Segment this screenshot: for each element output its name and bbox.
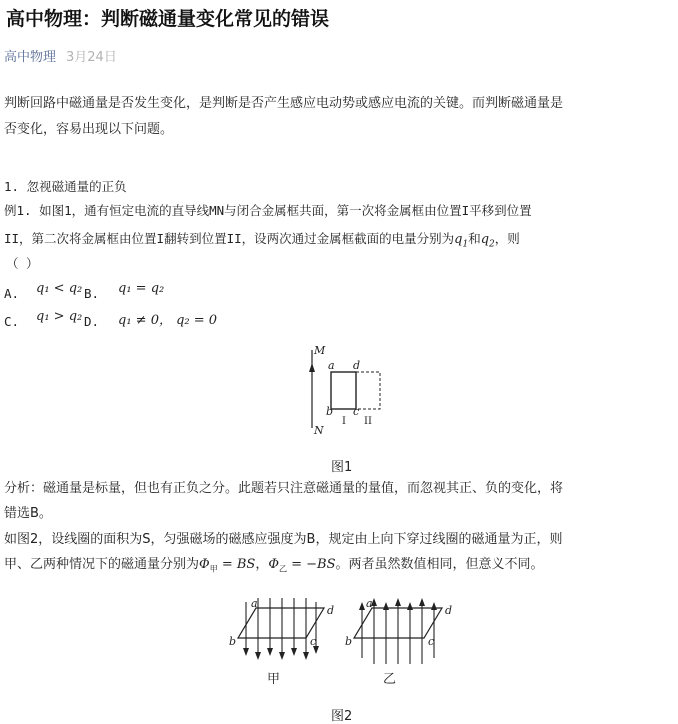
q1-symbol: $q_1$ bbox=[454, 232, 469, 250]
analysis-line-3: 如图2，设线圈的面积为S，匀强磁场的磁感应强度为B，规定由上向下穿过线圈的磁通量为正，则 bbox=[4, 532, 563, 547]
label-pos-2: II bbox=[364, 416, 372, 427]
article-meta bbox=[4, 46, 117, 65]
figure-2-jia-label: 甲 bbox=[267, 672, 281, 687]
figure-2-caption: 图2 bbox=[331, 709, 353, 724]
coil-jia bbox=[238, 608, 324, 638]
yi-label-c: c bbox=[428, 635, 435, 648]
option-d-label: D. bbox=[84, 314, 100, 329]
figure-1-diagram bbox=[300, 340, 390, 440]
jia-label-c: c bbox=[310, 635, 317, 648]
example-line-1: 例1. 如图1，通有恒定电流的直导线MN与闭合金属框共面，第一次将金属框由位置I平移到位置 bbox=[4, 203, 532, 218]
author-link[interactable]: 高中物理 bbox=[4, 50, 57, 65]
jia-label-b: b bbox=[229, 635, 237, 648]
analysis-line-4-suffix: 。两者虽然数值相同，但意义不同。 bbox=[335, 557, 544, 572]
publish-date: 3月24日 bbox=[66, 50, 117, 65]
article-title: 高中物理：判断磁通量变化常见的错误 bbox=[6, 8, 330, 30]
label-m: M bbox=[314, 344, 326, 357]
example-line-2 bbox=[4, 229, 520, 250]
q2-symbol: $q_2$ bbox=[480, 232, 495, 250]
example-line-2-prefix: II，第二次将金属框由位置I翻转到位置II，设两次通过金属框截面的电量分别为 bbox=[4, 231, 455, 246]
and-word: 和 bbox=[468, 231, 481, 246]
analysis-line-4-prefix: 甲、乙两种情况下的磁通量分别为 bbox=[4, 557, 200, 572]
answer-blank: （ ） bbox=[6, 256, 39, 271]
phi-yi-formula: $\Phi_乙 = -BS$ bbox=[268, 557, 336, 574]
yi-label-d: d bbox=[445, 604, 453, 617]
label-c: c bbox=[353, 405, 360, 418]
yi-label-b: b bbox=[345, 635, 353, 648]
option-b-math: q₁ = q₂ bbox=[118, 281, 165, 296]
option-c-label: C. bbox=[4, 314, 20, 329]
label-pos-1: I bbox=[342, 416, 346, 427]
option-d-math: q₁ ≠ 0， q₂ = 0 bbox=[118, 313, 218, 328]
jia-label-a: a bbox=[251, 597, 258, 610]
figure-1-caption: 图1 bbox=[331, 460, 353, 475]
jia-label-d: d bbox=[327, 604, 335, 617]
option-a-math: q₁ < q₂ bbox=[36, 281, 83, 296]
label-b: b bbox=[326, 405, 334, 418]
option-c-math: q₁ > q₂ bbox=[36, 309, 83, 324]
intro-line-2: 否变化，容易出现以下问题。 bbox=[4, 122, 174, 137]
formula-comma: ， bbox=[255, 557, 269, 572]
frame-position-1 bbox=[331, 372, 356, 409]
phi-jia-formula: $\Phi_甲$ = BS bbox=[199, 557, 256, 574]
current-arrow-icon bbox=[309, 363, 315, 372]
label-a: a bbox=[328, 359, 335, 372]
label-n: N bbox=[314, 424, 324, 437]
figure-2-diagram bbox=[226, 588, 472, 688]
frame-position-2 bbox=[356, 372, 380, 409]
figure-2-yi-label: 乙 bbox=[383, 672, 397, 687]
option-a-label: A. bbox=[4, 286, 20, 301]
option-b-label: B. bbox=[84, 286, 100, 301]
intro-line-1: 判断回路中磁通量是否发生变化，是判断是否产生感应电动势或感应电流的关键。而判断磁通量是 bbox=[4, 96, 564, 111]
analysis-line-1: 分析：磁通量是标量，但也有正负之分。此题若只注意磁通量的量值，而忽视其正、负的变化，将 bbox=[4, 481, 564, 496]
section-heading: 1. 忽视磁通量的正负 bbox=[4, 179, 127, 194]
analysis-line-4 bbox=[4, 554, 544, 581]
yi-label-a: a bbox=[366, 597, 373, 610]
example-line-2-suffix: ，则 bbox=[494, 231, 520, 246]
analysis-line-2: 错选B。 bbox=[4, 506, 52, 521]
label-d: d bbox=[353, 359, 361, 372]
